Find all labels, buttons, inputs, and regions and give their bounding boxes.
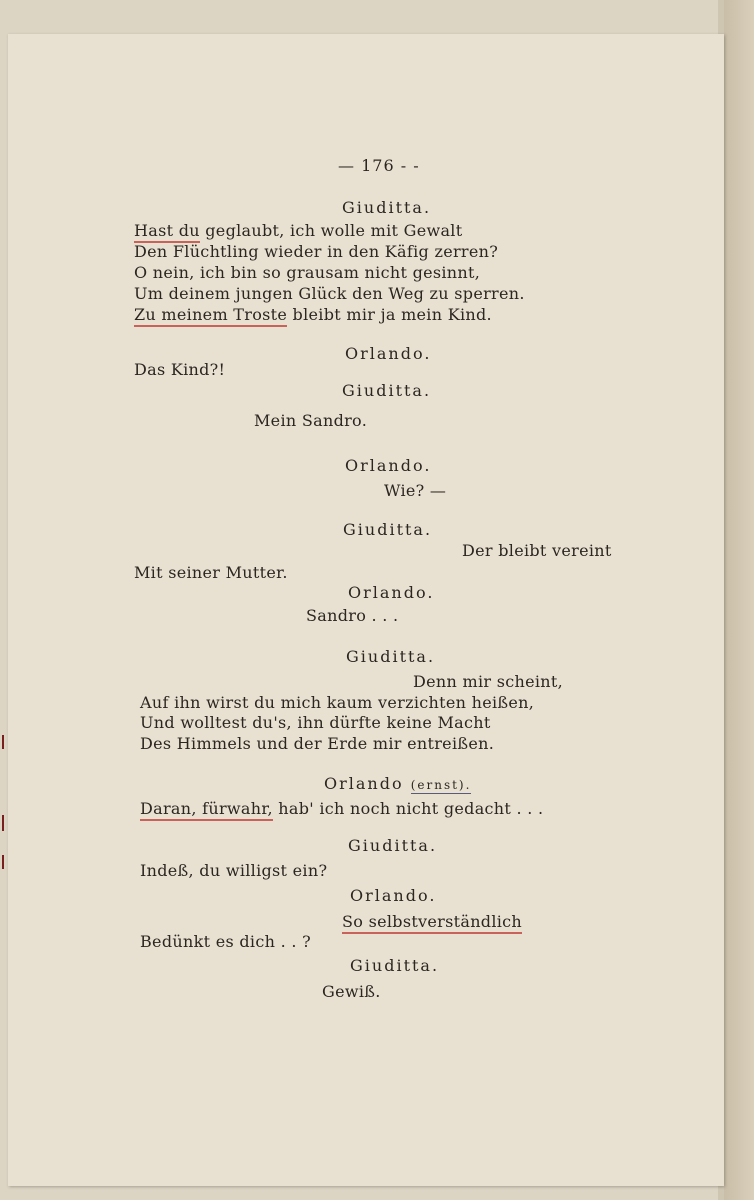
verse-line: Mein Sandro. <box>254 411 368 430</box>
speaker-name: Orlando. <box>345 456 432 475</box>
speaker-name: Giuditta. <box>342 381 432 400</box>
speaker-name: Orlando. <box>348 583 435 602</box>
page-number: — 176 - - <box>338 156 420 175</box>
verse-line: Indeß, du willigst ein? <box>140 861 328 880</box>
verse-line: Denn mir scheint, <box>413 672 563 691</box>
verse-line <box>134 221 462 241</box>
stage-direction: (ernst). <box>410 778 472 792</box>
verse-line: Wie? — <box>384 481 447 500</box>
speaker-name: Giuditta. <box>343 520 433 539</box>
verse-line: Des Himmels und der Erde mir entreißen. <box>140 734 495 753</box>
speaker-name: Giuditta. <box>342 198 432 217</box>
verse-line: Auf ihn wirst du mich kaum verzichten heißen, <box>140 693 535 712</box>
verse-rest: geglaubt, ich wolle mit Gewalt <box>199 221 463 240</box>
speaker-name: Giuditta. <box>346 647 436 666</box>
red-underline: Hast du <box>134 221 200 243</box>
verse-line <box>134 305 492 325</box>
verse-line: Gewiß. <box>322 982 381 1001</box>
verse-line: Den Flüchtling wieder in den Käfig zerren? <box>134 242 499 261</box>
verse-line: Bedünkt es dich . . ? <box>140 932 311 951</box>
verse-line: Um deinem jungen Glück den Weg zu sperren. <box>134 284 525 303</box>
speaker-label: Orlando <box>324 774 404 793</box>
verse-rest: hab' ich noch nicht gedacht . . . <box>272 799 544 818</box>
red-underline: Zu meinem Troste <box>134 305 287 327</box>
speaker-name: Giuditta. <box>348 836 438 855</box>
verse-line: Mit seiner Mutter. <box>134 563 288 582</box>
verse-line <box>342 912 522 932</box>
speaker-name <box>324 774 471 795</box>
verse-line: Der bleibt vereint <box>462 541 612 560</box>
verse-line: Sandro . . . <box>306 606 399 625</box>
red-underline: Daran, fürwahr, <box>140 799 273 821</box>
verse-rest: bleibt mir ja mein Kind. <box>287 305 492 324</box>
margin-mark <box>2 815 4 831</box>
verse-line: Und wolltest du's, ihn dürfte keine Macht <box>140 713 491 732</box>
speaker-name: Orlando. <box>345 344 432 363</box>
margin-mark <box>2 735 4 749</box>
book-edge <box>724 0 754 1200</box>
margin-mark <box>2 855 4 869</box>
red-underline: So selbstverständlich <box>342 912 522 934</box>
verse-line <box>140 799 543 819</box>
verse-line: Das Kind?! <box>134 360 226 379</box>
verse-line: O nein, ich bin so grausam nicht gesinnt, <box>134 263 481 282</box>
speaker-name: Giuditta. <box>350 956 440 975</box>
speaker-name: Orlando. <box>350 886 437 905</box>
